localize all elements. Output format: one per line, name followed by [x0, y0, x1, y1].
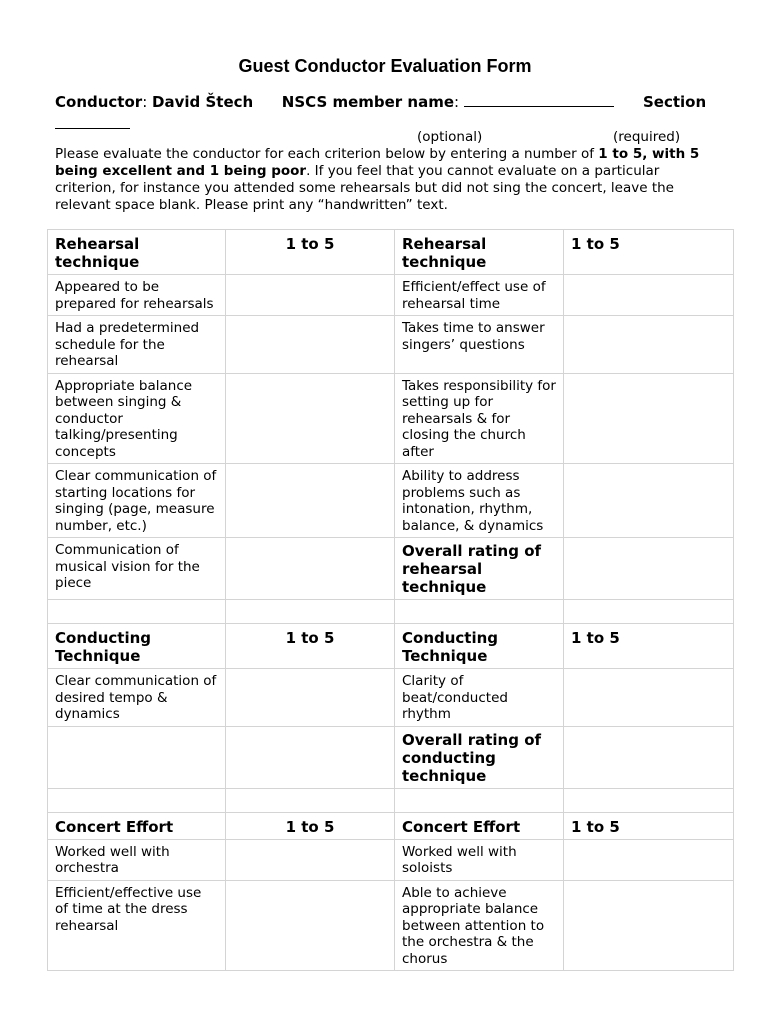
rating-cell[interactable] [226, 316, 395, 374]
conducting-heading-right: Conducting Technique [395, 624, 564, 669]
concert-heading-left: Concert Effort [48, 812, 226, 839]
rating-header: 1 to 5 [226, 624, 395, 669]
section-label: Section [643, 93, 707, 111]
criterion-label: Able to achieve appropriate balance between attention to the orchestra & the chorus [395, 880, 564, 971]
criterion-label: Clear communication of desired tempo & dynamics [48, 669, 226, 727]
rating-cell[interactable] [226, 726, 395, 788]
criterion-label: Communication of musical vision for the piece [48, 538, 226, 600]
criterion-label: Appropriate balance between singing & conductor talking/presenting concepts [48, 373, 226, 464]
spacer-row [48, 788, 734, 812]
rating-header: 1 to 5 [564, 230, 734, 275]
table-row [48, 726, 734, 788]
rating-cell[interactable] [564, 275, 734, 316]
rating-header: 1 to 5 [564, 624, 734, 669]
criterion-label: Clarity of beat/conducted rhythm [395, 669, 564, 727]
criterion-label: Had a predetermined schedule for the rehearsal [48, 316, 226, 374]
member-name-field[interactable] [464, 94, 614, 107]
rating-cell[interactable] [226, 669, 395, 727]
instructions-bold: 1 to 5, with 5 being excellent and 1 being poor [55, 146, 700, 179]
optional-note: (optional) [417, 129, 483, 145]
required-note: (required) [613, 129, 681, 145]
criterion-label: Efficient/effective use of time at the dress rehearsal [48, 880, 226, 971]
table-row [48, 316, 734, 374]
criterion-label: Ability to address problems such as intonation, rhythm, balance, & dynamics [395, 464, 564, 538]
rating-cell[interactable] [564, 839, 734, 880]
overall-rating-label: Overall rating of rehearsal technique [395, 538, 564, 600]
evaluation-table [47, 229, 734, 971]
table-row [48, 624, 734, 669]
rating-cell[interactable] [226, 880, 395, 971]
instructions-text-2: . If you feel that you cannot evaluate on a particular criterion, for instance you attended some rehearsals but did not sing the concert, leave the relevant space blank. Please print any “handwritten” text. [55, 163, 674, 213]
criterion-label: Appeared to be prepared for rehearsals [48, 275, 226, 316]
rating-cell[interactable] [564, 373, 734, 464]
rehearsal-heading-left: Rehearsal technique [48, 230, 226, 275]
criterion-label [48, 726, 226, 788]
rating-cell[interactable] [226, 538, 395, 600]
table-row [48, 464, 734, 538]
table-row [48, 812, 734, 839]
table-row [48, 880, 734, 971]
rating-cell[interactable] [226, 839, 395, 880]
instructions-text-1: Please evaluate the conductor for each criterion below by entering a number of [55, 146, 599, 162]
criterion-label: Worked well with orchestra [48, 839, 226, 880]
section-field[interactable] [55, 128, 130, 129]
rating-cell[interactable] [226, 464, 395, 538]
rating-cell[interactable] [564, 538, 734, 600]
table-row [48, 538, 734, 600]
instructions [55, 146, 723, 214]
rating-cell[interactable] [226, 373, 395, 464]
form-title: Guest Conductor Evaluation Form [238, 56, 532, 76]
criterion-label: Takes time to answer singers’ questions [395, 316, 564, 374]
rating-cell[interactable] [564, 316, 734, 374]
rating-header: 1 to 5 [226, 230, 395, 275]
spacer-row [48, 600, 734, 624]
rehearsal-heading-right: Rehearsal technique [395, 230, 564, 275]
concert-heading-right: Concert Effort [395, 812, 564, 839]
criterion-label: Takes responsibility for setting up for rehearsals & for closing the church after [395, 373, 564, 464]
conductor-name: David Štech [152, 93, 254, 111]
criterion-label: Clear communication of starting locations for singing (page, measure number, etc.) [48, 464, 226, 538]
table-row [48, 275, 734, 316]
header-line: Conductor: David Štech NSCS member name: [55, 93, 614, 111]
member-name-label: NSCS member name [281, 93, 455, 111]
table-row [48, 839, 734, 880]
overall-rating-label: Overall rating of conducting technique [395, 726, 564, 788]
rating-header: 1 to 5 [564, 812, 734, 839]
conductor-label: Conductor [55, 93, 143, 111]
criterion-label: Worked well with soloists [395, 839, 564, 880]
rating-cell[interactable] [564, 669, 734, 727]
table-row [48, 669, 734, 727]
table-row [48, 373, 734, 464]
rating-cell[interactable] [564, 880, 734, 971]
rating-cell[interactable] [564, 464, 734, 538]
rating-cell[interactable] [564, 726, 734, 788]
conducting-heading-left: Conducting Technique [48, 624, 226, 669]
criterion-label: Efficient/effect use of rehearsal time [395, 275, 564, 316]
rating-header: 1 to 5 [226, 812, 395, 839]
table-row [48, 230, 734, 275]
rating-cell[interactable] [226, 275, 395, 316]
